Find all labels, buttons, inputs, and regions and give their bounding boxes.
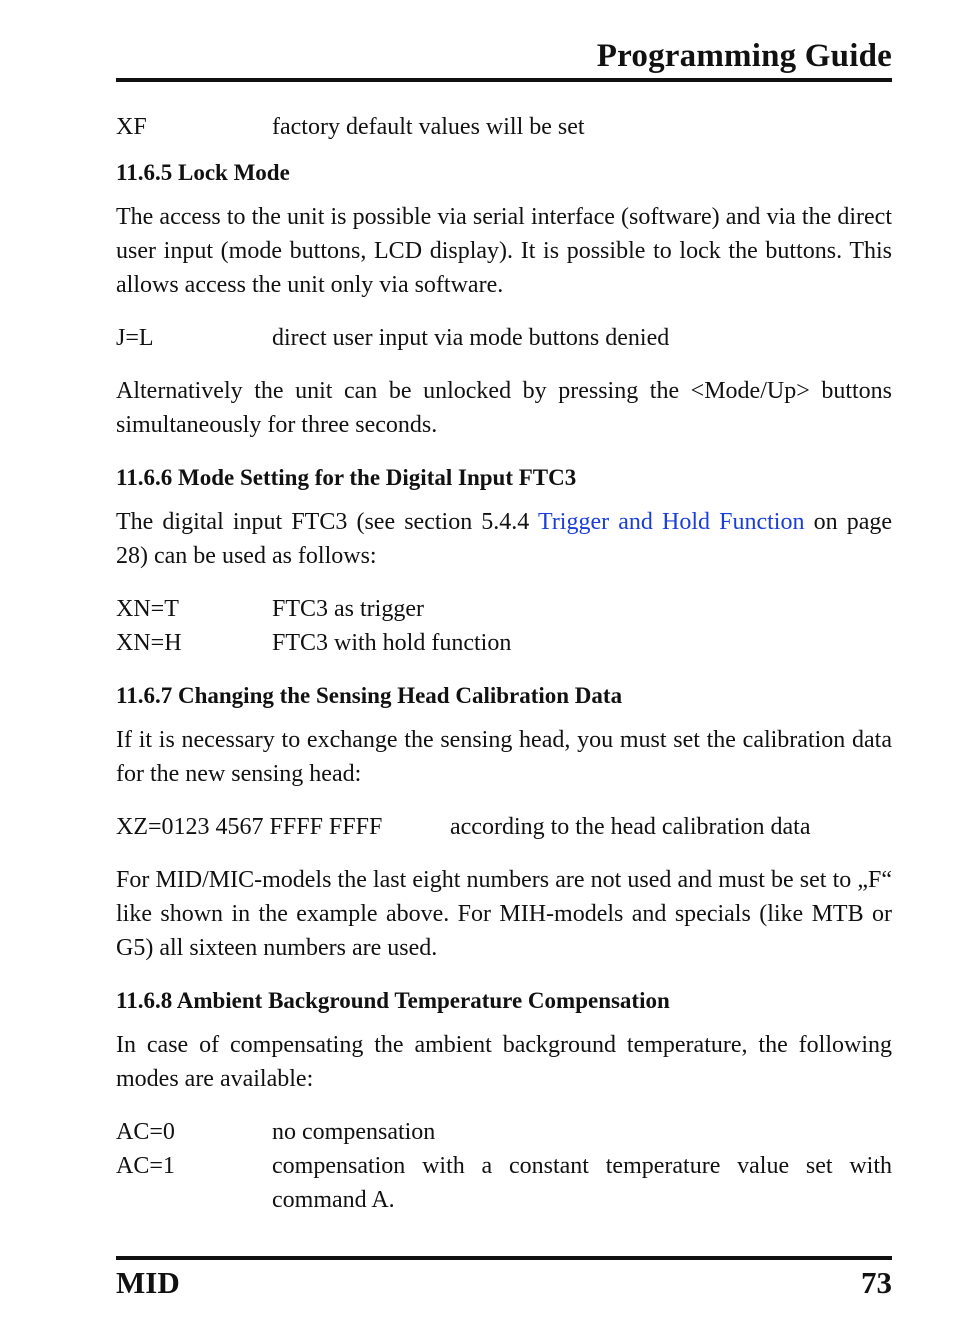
paragraph-text: on page 28) can be used as follows: — [116, 509, 893, 569]
command-description: direct user input via mode buttons denied — [272, 325, 670, 351]
command-key: XN=H — [116, 630, 182, 656]
footer-rule — [116, 1256, 892, 1260]
command-key: XN=T — [116, 596, 179, 622]
command-key: AC=1 — [116, 1153, 175, 1179]
running-header-title: Programming Guide — [596, 38, 892, 74]
section-heading-ftc3: 11.6.6 Mode Setting for the Digital Input FTC3 — [116, 465, 577, 490]
command-row-ac0 — [116, 1115, 892, 1149]
command-description: FTC3 with hold function — [272, 630, 512, 656]
command-row-xnt — [116, 592, 892, 626]
command-row-ac1 — [116, 1149, 892, 1217]
command-row-jl — [116, 321, 892, 355]
command-key: XF — [116, 114, 147, 140]
command-row-xnh — [116, 626, 892, 660]
section-heading-calibration: 11.6.7 Changing the Sensing Head Calibration Data — [116, 683, 623, 708]
command-description: no compensation — [272, 1119, 436, 1145]
paragraph: If it is necessary to exchange the sensing head, you must set the calibration data for the new sensing head: — [116, 727, 892, 787]
paragraph: In case of compensating the ambient background temperature, the following modes are available: — [116, 1032, 892, 1092]
footer-product-name: MID — [116, 1265, 180, 1300]
command-description: FTC3 as trigger — [272, 596, 424, 622]
paragraph-text: The digital input FTC3 (see section 5.4.4 — [116, 509, 538, 535]
command-key: J=L — [116, 325, 154, 351]
header-rule — [116, 78, 892, 82]
command-key: XZ=0123 4567 FFFF FFFF — [116, 814, 383, 840]
command-row-xf — [116, 110, 892, 144]
command-row-xz — [116, 810, 892, 844]
command-description: compensation with a constant temperature value set with command A. — [272, 1153, 892, 1213]
page-number: 73 — [861, 1265, 892, 1300]
paragraph: Alternatively the unit can be unlocked by pressing the <Mode/Up> buttons simultaneously for three seconds. — [116, 378, 892, 438]
section-heading-ambient: 11.6.8 Ambient Background Temperature Compensation — [116, 988, 670, 1013]
command-description: factory default values will be set — [272, 114, 585, 140]
section-heading-lock-mode: 11.6.5 Lock Mode — [116, 160, 290, 185]
paragraph: The access to the unit is possible via serial interface (software) and via the direct user input (mode buttons, LCD display). It is possible to lock the buttons. This allows access the unit only via software. — [116, 204, 892, 298]
paragraph — [116, 505, 892, 573]
paragraph: For MID/MIC-models the last eight numbers are not used and must be set to „F“ like shown in the example above. For MIH-models and specials (like MTB or G5) all sixteen numbers are used. — [116, 867, 892, 961]
command-key: AC=0 — [116, 1119, 175, 1145]
command-description: according to the head calibration data — [450, 814, 811, 840]
main-content — [116, 110, 892, 1217]
cross-reference-link[interactable]: Trigger and Hold Function — [538, 509, 805, 535]
